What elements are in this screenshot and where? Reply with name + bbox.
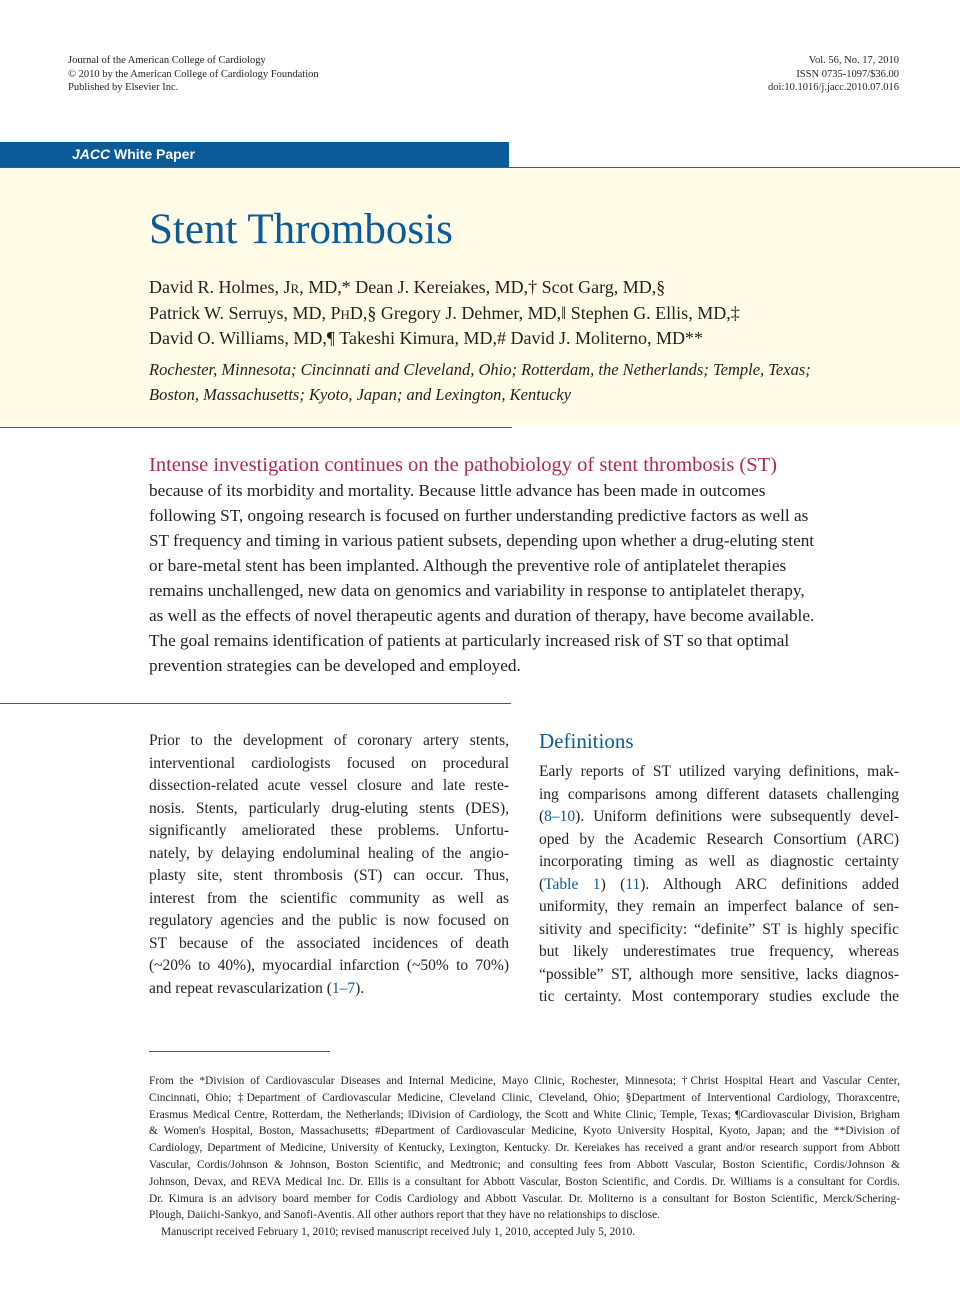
intro-line: ST because of the associated incidences of death: [149, 934, 509, 952]
reference-link[interactable]: 1–7: [331, 979, 356, 997]
section-label-type: White Paper: [114, 146, 195, 162]
footnote-line: & Women's Hospital, Boston, Massachusetts; #Department of Cardiovascular Medicine, Kyoto University Hospital, Kyoto, Japan; and the **Division of: [149, 1125, 900, 1138]
section-label-journal: JACC: [72, 146, 111, 162]
intro-line: (~20% to 40%), myocardial infarction (~50% to 70%): [149, 957, 509, 974]
author-list: [149, 275, 740, 352]
abstract-line: The goal remains identification of patients at particularly increased risk of ST so that optimal: [149, 631, 790, 650]
journal-header-right: [768, 54, 899, 95]
definitions-line: ing comparisons among different datasets challenging: [539, 785, 899, 803]
footnote-line: Cardiology, Department of Medicine, University of Kentucky, Lexington, Kentucky. Dr. Kereiakes has received a grant and/or research support from Abbott: [149, 1142, 900, 1155]
footnote-line: From the *Division of Cardiovascular Diseases and Internal Medicine, Mayo Clinic, Rochester, Minnesota; †Christ Hospital Heart and Vascular Center,: [149, 1075, 900, 1087]
intro-line: dissection-related acute vessel closure and late reste-: [149, 777, 509, 794]
article-title: Stent Thrombosis: [149, 206, 453, 253]
doi: doi:10.1016/j.jacc.2010.07.016: [768, 82, 899, 93]
definitions-line: tic certainty. Most contemporary studies exclude the: [539, 988, 899, 1005]
publisher: Published by Elsevier Inc.: [68, 82, 179, 93]
footnote-line: Dr. Kimura is an advisory board member for Codis Cardiology and Abbott Vascular. Dr. Moliterno is a consultant for Boston Scientific, Merck/Schering-: [149, 1192, 900, 1205]
intro-line: nosis. Stents, particularly drug-eluting stents (DES),: [149, 799, 509, 817]
definitions-line: (8–10). Uniform definitions were subsequently devel-: [539, 808, 899, 825]
affiliations-footnote: [149, 1073, 900, 1241]
abstract-lead: Intense investigation continues on the pathobiology of stent thrombosis (ST): [149, 454, 778, 476]
intro-line: Prior to the development of coronary artery stents,: [149, 732, 509, 749]
journal-name: Journal of the American College of Cardiology: [68, 55, 266, 66]
author-locations: Rochester, Minnesota; Cincinnati and Cleveland, Ohio; Rotterdam, the Netherlands; Temple, Texas; Boston, Massachusetts; Kyoto, Japan; and Lexington, Kentucky: [149, 360, 811, 404]
intro-line: and repeat revascularization (1–7).: [149, 979, 365, 997]
definitions-line: sitivity and specificity: “definite” ST is highly specific: [539, 920, 899, 938]
abstract-rule: [0, 703, 511, 704]
intro-column: [149, 730, 509, 1000]
footnote-line: Erasmus Medical Centre, Rotterdam, the Netherlands; ‖Division of Cardiology, the Scott and White Clinic, Temple, Texas; ¶Cardiovascular Division, Brigham: [149, 1108, 900, 1121]
abstract-line: prevention strategies can be developed and employed.: [149, 656, 521, 675]
footnote-rule: [149, 1051, 330, 1052]
author-line-2: Patrick W. Serruys, MD, PhD,§ Gregory J. Dehmer, MD,‖ Stephen G. Ellis, MD,‡: [149, 302, 740, 323]
footnote-line: Cincinnati, Ohio; ‡Department of Cardiovascular Medicine, Cleveland Clinic, Cleveland, Ohio; §Department of Interventional Cardiology, Thoraxcentre,: [149, 1091, 900, 1104]
copyright: © 2010 by the American College of Cardiology Foundation: [68, 68, 319, 80]
reference-link[interactable]: 8–10: [544, 808, 576, 825]
definitions-line: “possible” ST, although more sensitive, lacks diagnos-: [539, 965, 899, 983]
author-line-3: David O. Williams, MD,¶ Takeshi Kimura, MD,# David J. Moliterno, MD**: [149, 328, 703, 348]
definitions-heading: Definitions: [539, 729, 634, 753]
footnote-line: Johnson, Devax, and REVA Medical Inc. Dr. Ellis is a consultant for Abbott Vascular, Boston Scientific, and Cordis. Dr. Williams is a consultant for Cordis.: [149, 1175, 900, 1188]
intro-line: plasty site, stent thrombosis (ST) can occur. Thus,: [149, 867, 509, 884]
intro-line: interest from the scientific community as well as: [149, 889, 509, 907]
footnote-line: Vascular, Cordis/Johnson & Johnson, Boston Scientific, and Medtronic; and consulting fees from Abbott Vascular, Boston Scientific, Cordis/Johnson &: [149, 1158, 900, 1171]
definitions-line: Early reports of ST utilized varying definitions, mak-: [539, 763, 899, 780]
definitions-line: incorporating timing as well as diagnostic certainty: [539, 853, 899, 870]
abstract-line: as well as the effects of novel therapeutic agents and duration of therapy, have become available.: [149, 606, 815, 625]
section-label: [0, 142, 509, 167]
definitions-line: oped by the Academic Research Consortium (ARC): [539, 830, 899, 848]
abstract-line: following ST, ongoing research is focused on further understanding predictive factors as well as: [149, 506, 809, 525]
definitions-column: [539, 761, 899, 1009]
abstract-line: because of its morbidity and mortality. Because little advance has been made in outcomes: [149, 481, 766, 500]
intro-line: interventional cardiologists focused on procedural: [149, 754, 509, 772]
abstract: [149, 452, 894, 678]
definitions-line: (Table 1) (11). Although ARC definitions added: [539, 875, 899, 893]
intro-line: nately, by delaying endoluminal healing of the angio-: [149, 844, 509, 862]
volume-info: Vol. 56, No. 17, 2010: [808, 55, 899, 66]
journal-header-left: [68, 54, 319, 95]
reference-link[interactable]: 11: [625, 875, 641, 893]
issn: ISSN 0735-1097/$36.00: [796, 68, 899, 80]
manuscript-dates: Manuscript received February 1, 2010; revised manuscript received July 1, 2010, accepted July 5, 2010.: [161, 1226, 636, 1239]
abstract-line: remains unchallenged, new data on genomics and variability in response to antiplatelet therapy,: [149, 581, 805, 600]
title-panel-rule: [0, 427, 512, 428]
intro-line: significantly ameliorated these problems. Unfortu-: [149, 822, 509, 839]
abstract-line: or bare-metal stent has been implanted. Although the preventive role of antiplatelet therapies: [149, 556, 787, 575]
definitions-line: but likely underestimates true frequency, whereas: [539, 943, 899, 960]
footnote-line: Plough, Daiichi-Sankyo, and Sanofi-Aventis. All other authors report that they have no relationships to disclose.: [149, 1209, 661, 1222]
abstract-line: ST frequency and timing in various patient subsets, depending upon whether a drug-eluting stent: [149, 531, 815, 550]
intro-line: regulatory agencies and the public is now focused on: [149, 912, 509, 929]
definitions-line: uniformity, they remain an imperfect balance of sen-: [539, 898, 899, 915]
table-link[interactable]: Table 1: [544, 875, 601, 893]
section-band-rule: [0, 167, 960, 168]
author-line-1: David R. Holmes, Jr, MD,* Dean J. Kereiakes, MD,† Scot Garg, MD,§: [149, 277, 666, 297]
